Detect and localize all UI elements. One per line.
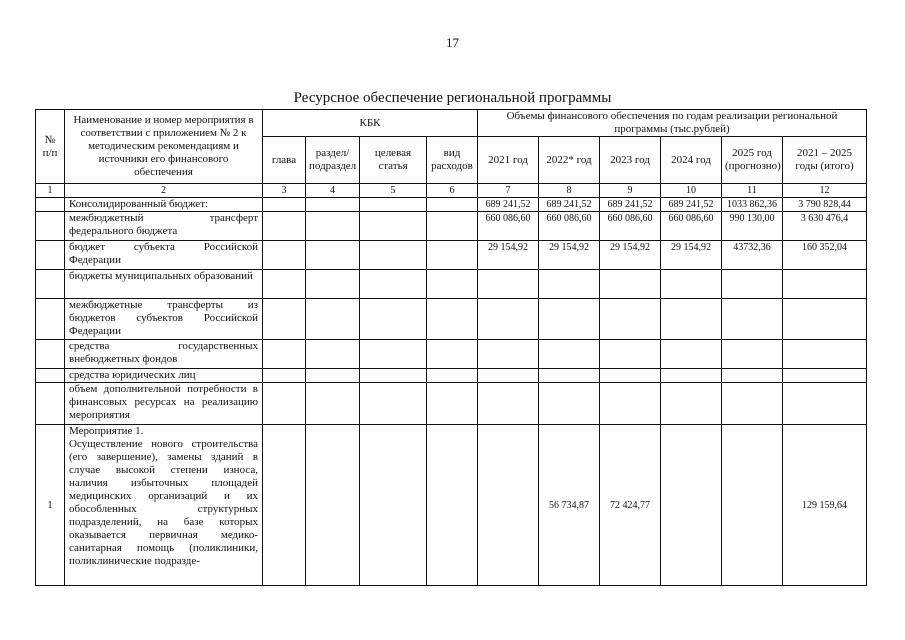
row-name: бюджеты муниципальных образований: [65, 270, 263, 299]
value-2024: 660 086,60: [661, 212, 722, 241]
value-2023: 72 424,77: [600, 425, 661, 586]
value-2025: [722, 425, 783, 586]
col-number: 10: [661, 184, 722, 198]
value-2024: [661, 383, 722, 425]
value-total: 3 790 828,44: [783, 198, 867, 212]
header-num: № п/п: [36, 110, 65, 184]
value-2024: [661, 425, 722, 586]
value-2025: [722, 369, 783, 383]
col-number: 12: [783, 184, 867, 198]
header-total: 2021 – 2025 годы (итого): [783, 137, 867, 184]
value-2022: [539, 340, 600, 369]
value-2022: [539, 270, 600, 299]
value-total: 160 352,04: [783, 241, 867, 270]
value-total: [783, 369, 867, 383]
row-name: Консолидированный бюджет:: [65, 198, 263, 212]
value-2021: [478, 383, 539, 425]
value-2023: [600, 340, 661, 369]
value-2023: 689 241,52: [600, 198, 661, 212]
value-total: 3 630 476,4: [783, 212, 867, 241]
measure-description: Осуществление нового строительства (его завершение), замены зданий в случае высокой степени износа, наличия избыточных площадей медицинских организаций и их обособленных структурных подразделений, на базе которых оказывается первичная медико-санитарная помощь (поликлиники, поликлинические подразде-: [69, 438, 258, 567]
row-num: [36, 340, 65, 369]
table-row: [36, 198, 867, 212]
header-2022: 2022* год: [539, 137, 600, 184]
col-number: 3: [263, 184, 306, 198]
row-name: межбюджетные трансферты из бюджетов субъектов Российской Федерации: [65, 299, 263, 340]
col-number: 8: [539, 184, 600, 198]
table-row: [36, 425, 867, 586]
header-kbk-glava: глава: [263, 137, 306, 184]
header-2021: 2021 год: [478, 137, 539, 184]
header-row-1: [36, 110, 867, 137]
row-num: [36, 270, 65, 299]
value-2023: [600, 299, 661, 340]
document-title: Ресурсное обеспечение региональной программы: [293, 90, 612, 106]
table-row: [36, 383, 867, 425]
value-2024: [661, 270, 722, 299]
value-2021: [478, 425, 539, 586]
value-2023: 660 086,60: [600, 212, 661, 241]
value-2025: [722, 270, 783, 299]
value-total: 129 159,64: [783, 425, 867, 586]
value-2022: 689 241,52: [539, 198, 600, 212]
table-row: [36, 270, 867, 299]
header-2025: 2025 год (прогнозно): [722, 137, 783, 184]
col-number: 11: [722, 184, 783, 198]
value-2024: 29 154,92: [661, 241, 722, 270]
value-2022: [539, 299, 600, 340]
value-2024: 689 241,52: [661, 198, 722, 212]
value-total: [783, 270, 867, 299]
value-2021: 660 086,60: [478, 212, 539, 241]
value-2025: 43732,36: [722, 241, 783, 270]
col-number: 9: [600, 184, 661, 198]
header-kbk-razdel: раздел/ подраздел: [306, 137, 360, 184]
resource-table: [35, 109, 867, 586]
row-num: [36, 198, 65, 212]
value-2025: [722, 299, 783, 340]
value-total: [783, 299, 867, 340]
value-2021: 689 241,52: [478, 198, 539, 212]
value-2021: [478, 270, 539, 299]
value-2025: [722, 340, 783, 369]
value-2022: 56 734,87: [539, 425, 600, 586]
value-2025: [722, 383, 783, 425]
col-number: 6: [427, 184, 478, 198]
header-name: Наименование и номер мероприятия в соответствии с приложением № 2 к методическим рекомендациям и источники его финансового обеспечения: [65, 110, 263, 184]
table-row: [36, 340, 867, 369]
row-name: объем дополнительной потребности в финансовых ресурсах на реализацию мероприятия: [65, 383, 263, 425]
table-row: [36, 369, 867, 383]
row-num: [36, 241, 65, 270]
table-row: [36, 241, 867, 270]
table-row: [36, 212, 867, 241]
page-number: 17: [446, 35, 459, 50]
value-2023: [600, 369, 661, 383]
value-2023: 29 154,92: [600, 241, 661, 270]
row-num: [36, 369, 65, 383]
header-2024: 2024 год: [661, 137, 722, 184]
col-number: 1: [36, 184, 65, 198]
value-2022: 660 086,60: [539, 212, 600, 241]
row-name: средства государственных внебюджетных фондов: [65, 340, 263, 369]
value-2024: [661, 369, 722, 383]
value-2022: [539, 383, 600, 425]
value-2023: [600, 383, 661, 425]
header-volumes: Объемы финансового обеспечения по годам реализации региональной программы (тыс.рублей): [478, 110, 867, 137]
header-kbk-vid: вид расходов: [427, 137, 478, 184]
value-2024: [661, 299, 722, 340]
row-num: 1: [36, 425, 65, 586]
row-num: [36, 299, 65, 340]
column-number-row: [36, 184, 867, 198]
row-num: [36, 383, 65, 425]
value-2024: [661, 340, 722, 369]
value-2025: 1033 862,36: [722, 198, 783, 212]
header-kbk: КБК: [263, 110, 478, 137]
value-2023: [600, 270, 661, 299]
row-name: средства юридических лиц: [65, 369, 263, 383]
header-kbk-celevaya: целевая статья: [360, 137, 427, 184]
value-total: [783, 340, 867, 369]
value-2022: 29 154,92: [539, 241, 600, 270]
value-2021: [478, 340, 539, 369]
table-row: [36, 299, 867, 340]
header-2023: 2023 год: [600, 137, 661, 184]
col-number: 5: [360, 184, 427, 198]
col-number: 4: [306, 184, 360, 198]
measure-title: Мероприятие 1.: [69, 425, 144, 437]
value-2021: 29 154,92: [478, 241, 539, 270]
value-2022: [539, 369, 600, 383]
row-name: межбюджетный трансферт федерального бюджета: [65, 212, 263, 241]
row-num: [36, 212, 65, 241]
value-2021: [478, 299, 539, 340]
value-total: [783, 383, 867, 425]
col-number: 7: [478, 184, 539, 198]
value-2021: [478, 369, 539, 383]
value-2025: 990 130,00: [722, 212, 783, 241]
row-name-cell: [65, 425, 263, 586]
row-name: бюджет субъекта Российской Федерации: [65, 241, 263, 270]
col-number: 2: [65, 184, 263, 198]
